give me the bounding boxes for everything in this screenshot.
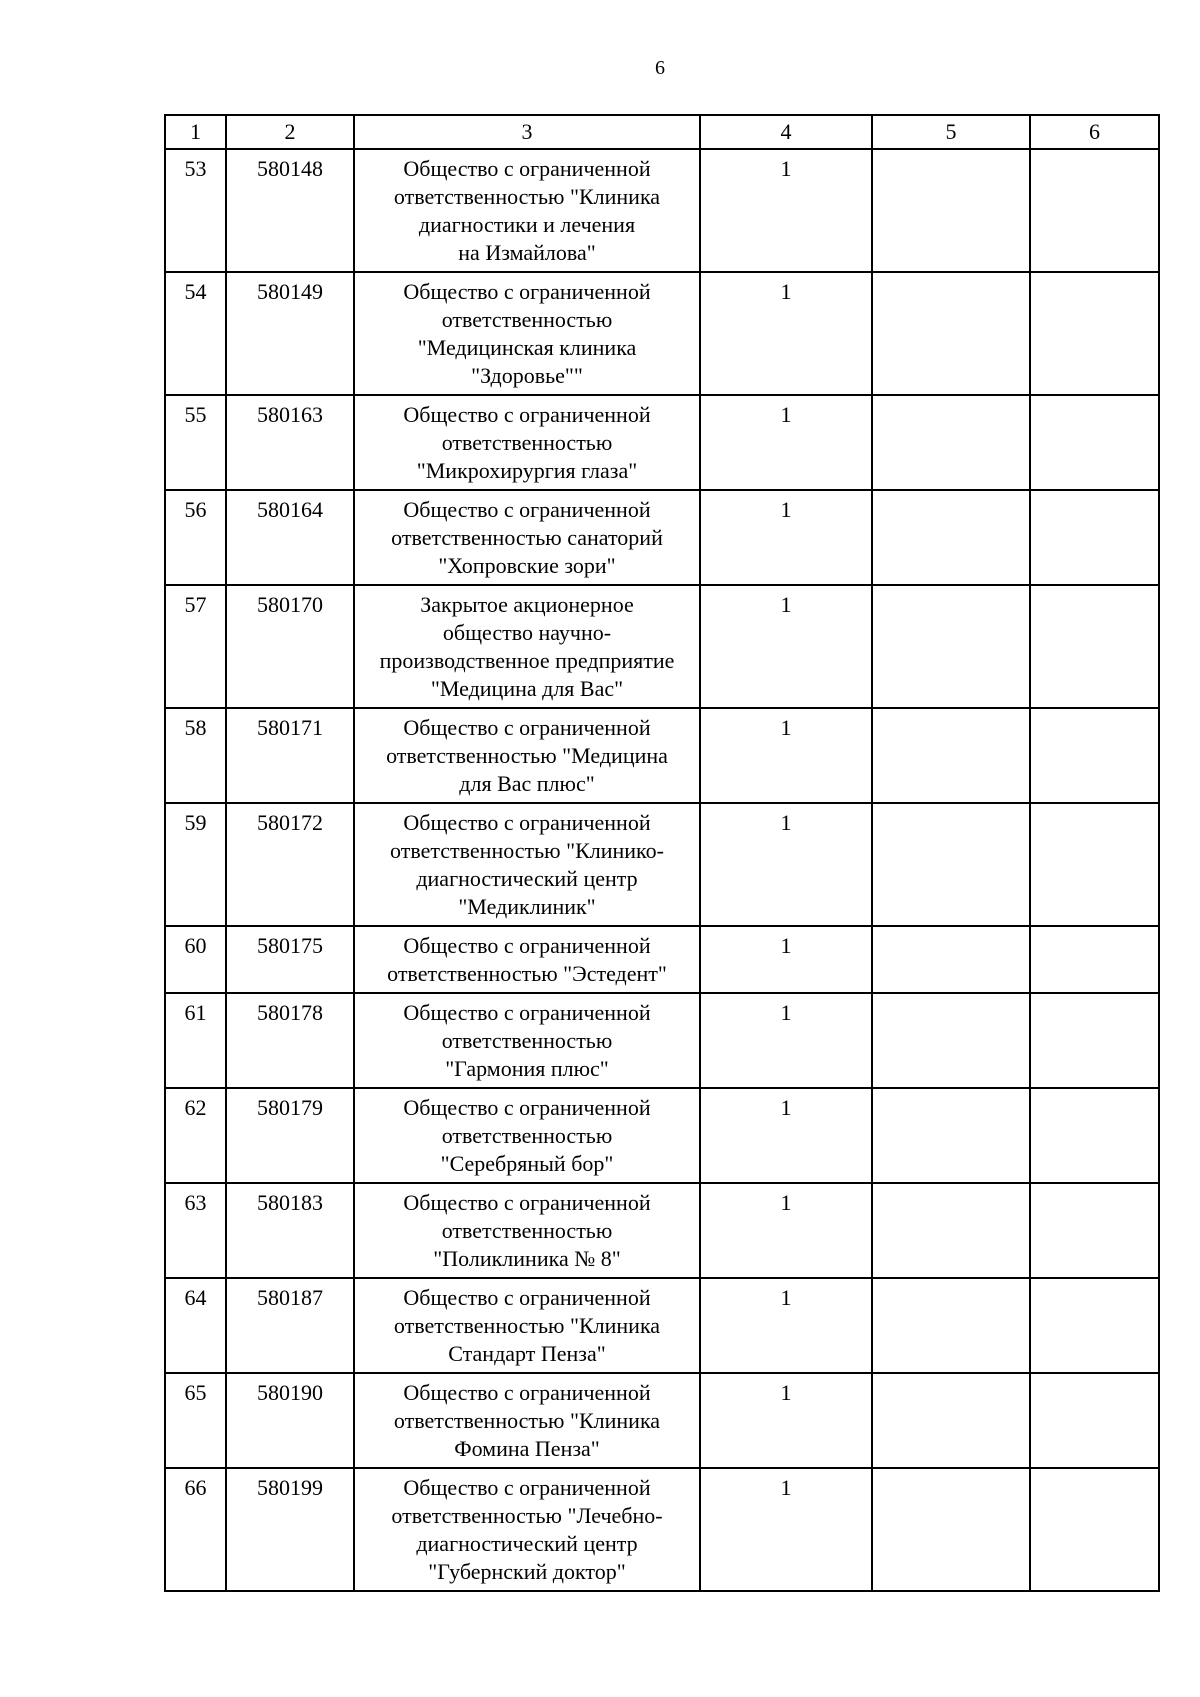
col-5-value-cell [872, 1183, 1030, 1278]
table-row [165, 490, 1159, 585]
organization-name-line: ответственностью [441, 1028, 613, 1053]
col-4-value-cell: 1 [700, 585, 872, 708]
table-row [165, 395, 1159, 490]
organization-name-cell [354, 1278, 700, 1373]
organization-name-line: "Губернский доктор" [428, 1559, 626, 1584]
organization-name-line: ответственностью [441, 430, 613, 455]
organization-name-line: "Серебряный бор" [440, 1151, 614, 1176]
col-5-value-cell [872, 272, 1030, 395]
col-6-value-cell [1030, 1088, 1159, 1183]
col-6-value-cell [1030, 803, 1159, 926]
organization-name-cell [354, 585, 700, 708]
registry-code-cell: 580163 [226, 395, 354, 490]
table-row [165, 993, 1159, 1088]
organization-name-line: Общество с ограниченной [403, 1475, 651, 1500]
registry-code-cell: 580199 [226, 1468, 354, 1591]
col-6-value-cell [1030, 490, 1159, 585]
registry-code-cell: 580178 [226, 993, 354, 1088]
table-row [165, 926, 1159, 993]
table-row [165, 708, 1159, 803]
organization-name-cell [354, 1183, 700, 1278]
organization-name-cell [354, 708, 700, 803]
col-6-value-cell [1030, 926, 1159, 993]
organization-name-line: "Гармония плюс" [445, 1056, 609, 1081]
organization-name-line: ответственностью санаторий [391, 525, 663, 550]
col-4-value-cell: 1 [700, 272, 872, 395]
table-header [165, 115, 1159, 149]
organization-name-line: Фомина Пенза" [454, 1436, 600, 1461]
organization-name-line: "Медицина для Вас" [430, 676, 624, 701]
col-5-value-cell [872, 1278, 1030, 1373]
header-col-4: 4 [700, 115, 872, 149]
organization-name-line: Общество с ограниченной [403, 810, 651, 835]
registry-code-cell: 580187 [226, 1278, 354, 1373]
organization-name-cell [354, 1468, 700, 1591]
organization-name-line: Общество с ограниченной [403, 1000, 651, 1025]
row-number-cell: 63 [165, 1183, 226, 1278]
organization-name-line: Общество с ограниченной [403, 402, 651, 427]
registry-code-cell: 580190 [226, 1373, 354, 1468]
organization-name-line: ответственностью "Клиника [393, 1408, 661, 1433]
table-row [165, 272, 1159, 395]
organization-name-line: Общество с ограниченной [403, 1190, 651, 1215]
organization-name-line: "Микрохирургия глаза" [416, 458, 638, 483]
row-number-cell: 60 [165, 926, 226, 993]
col-4-value-cell: 1 [700, 1183, 872, 1278]
col-5-value-cell [872, 1088, 1030, 1183]
col-4-value-cell: 1 [700, 993, 872, 1088]
header-col-5: 5 [872, 115, 1030, 149]
organization-name-line: на Измайлова" [458, 240, 596, 265]
col-4-value-cell: 1 [700, 1088, 872, 1183]
organization-name-line: ответственностью "Клиника [393, 184, 661, 209]
col-4-value-cell: 1 [700, 1278, 872, 1373]
organization-name-line: Закрытое акционерное [420, 592, 634, 617]
organization-name-line: для Вас плюс" [459, 771, 595, 796]
organization-name-line: "Медиклиник" [458, 894, 596, 919]
organization-name-cell [354, 272, 700, 395]
organization-name-line: общество научно- [442, 620, 612, 645]
col-4-value-cell: 1 [700, 1468, 872, 1591]
col-4-value-cell: 1 [700, 1373, 872, 1468]
organization-name-cell [354, 149, 700, 272]
registry-code-cell: 580171 [226, 708, 354, 803]
header-row [165, 115, 1159, 149]
col-4-value-cell: 1 [700, 803, 872, 926]
organization-name-line: производственное предприятие [379, 648, 675, 673]
header-col-6: 6 [1030, 115, 1159, 149]
organization-name-line: "Хопровские зори" [438, 553, 616, 578]
registry-code-cell: 580175 [226, 926, 354, 993]
row-number-cell: 53 [165, 149, 226, 272]
registry-code-cell: 580164 [226, 490, 354, 585]
table-body [165, 149, 1159, 1591]
registry-code-cell: 580170 [226, 585, 354, 708]
col-5-value-cell [872, 993, 1030, 1088]
organization-name-line: Общество с ограниченной [403, 497, 651, 522]
col-6-value-cell [1030, 708, 1159, 803]
col-5-value-cell [872, 395, 1030, 490]
organization-name-cell [354, 1373, 700, 1468]
organization-name-line: Общество с ограниченной [403, 279, 651, 304]
organization-name-line: диагностический центр [416, 1531, 638, 1556]
col-5-value-cell [872, 585, 1030, 708]
row-number-cell: 64 [165, 1278, 226, 1373]
table-row [165, 149, 1159, 272]
col-5-value-cell [872, 149, 1030, 272]
table-row [165, 1088, 1159, 1183]
registry-code-cell: 580148 [226, 149, 354, 272]
organization-name-line: ответственностью [441, 1218, 613, 1243]
organization-name-line: ответственностью "Медицина [386, 743, 668, 768]
page-number: 6 [655, 57, 665, 79]
row-number-cell: 55 [165, 395, 226, 490]
registry-code-cell: 580179 [226, 1088, 354, 1183]
organization-name-line: "Поликлиника № 8" [433, 1246, 621, 1271]
registry-code-cell: 580172 [226, 803, 354, 926]
row-number-cell: 66 [165, 1468, 226, 1591]
row-number-cell: 61 [165, 993, 226, 1088]
col-4-value-cell: 1 [700, 708, 872, 803]
header-col-1: 1 [165, 115, 226, 149]
organization-name-cell [354, 803, 700, 926]
row-number-cell: 65 [165, 1373, 226, 1468]
organization-name-line: ответственностью "Эстедент" [387, 961, 667, 986]
organization-name-cell [354, 395, 700, 490]
organization-name-line: ответственностью "Лечебно- [391, 1503, 663, 1528]
organization-name-line: Общество с ограниченной [403, 933, 651, 958]
col-5-value-cell [872, 1373, 1030, 1468]
organization-name-line: Стандарт Пенза" [448, 1341, 606, 1366]
header-col-3: 3 [354, 115, 700, 149]
organization-name-line: ответственностью "Клиника [393, 1313, 661, 1338]
registry-code-cell: 580183 [226, 1183, 354, 1278]
table-row [165, 1183, 1159, 1278]
organization-name-line: ответственностью [441, 1123, 613, 1148]
col-6-value-cell [1030, 993, 1159, 1088]
organization-name-cell [354, 490, 700, 585]
col-5-value-cell [872, 926, 1030, 993]
col-6-value-cell [1030, 585, 1159, 708]
col-5-value-cell [872, 1468, 1030, 1591]
row-number-cell: 59 [165, 803, 226, 926]
organization-name-line: "Медицинская клиника [417, 335, 637, 360]
organization-name-line: Общество с ограниченной [403, 1095, 651, 1120]
table-row [165, 1278, 1159, 1373]
row-number-cell: 57 [165, 585, 226, 708]
organization-name-cell [354, 993, 700, 1088]
col-5-value-cell [872, 708, 1030, 803]
organization-name-line: ответственностью [441, 307, 613, 332]
organization-name-line: Общество с ограниченной [403, 156, 651, 181]
registry-code-cell: 580149 [226, 272, 354, 395]
col-6-value-cell [1030, 1373, 1159, 1468]
row-number-cell: 56 [165, 490, 226, 585]
organization-name-line: Общество с ограниченной [403, 715, 651, 740]
table-row [165, 1468, 1159, 1591]
col-4-value-cell: 1 [700, 926, 872, 993]
col-6-value-cell [1030, 395, 1159, 490]
col-6-value-cell [1030, 1468, 1159, 1591]
organization-name-line: Общество с ограниченной [403, 1285, 651, 1310]
organization-name-line: ответственностью "Клинико- [390, 838, 664, 863]
col-5-value-cell [872, 490, 1030, 585]
table-row [165, 1373, 1159, 1468]
col-6-value-cell [1030, 1278, 1159, 1373]
col-4-value-cell: 1 [700, 149, 872, 272]
organization-name-line: диагностики и лечения [418, 212, 636, 237]
organization-name-line: диагностический центр [416, 866, 638, 891]
col-6-value-cell [1030, 272, 1159, 395]
organization-name-line: "Здоровье"" [471, 363, 583, 388]
col-5-value-cell [872, 803, 1030, 926]
table-row [165, 585, 1159, 708]
header-col-2: 2 [226, 115, 354, 149]
organization-name-line: Общество с ограниченной [403, 1380, 651, 1405]
col-6-value-cell [1030, 149, 1159, 272]
col-6-value-cell [1030, 1183, 1159, 1278]
organization-name-cell [354, 926, 700, 993]
col-4-value-cell: 1 [700, 395, 872, 490]
row-number-cell: 58 [165, 708, 226, 803]
row-number-cell: 54 [165, 272, 226, 395]
table-row [165, 803, 1159, 926]
registry-table [164, 114, 1160, 1592]
row-number-cell: 62 [165, 1088, 226, 1183]
organization-name-cell [354, 1088, 700, 1183]
col-4-value-cell: 1 [700, 490, 872, 585]
